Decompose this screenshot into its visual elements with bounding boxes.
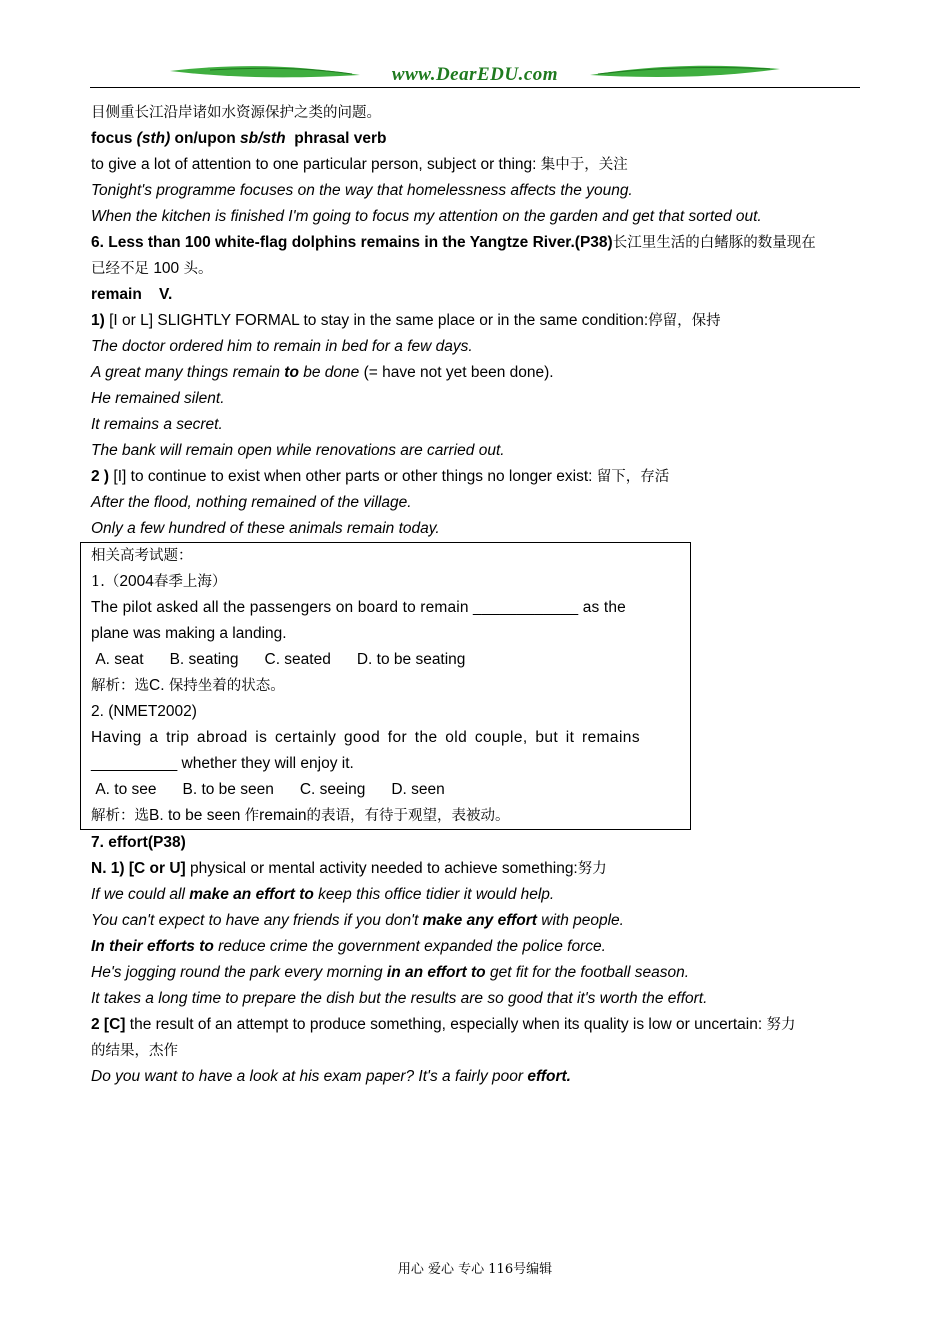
remain-example: After the flood, nothing remained of the village.: [91, 494, 412, 511]
focus-example: When the kitchen is finished I'm going to focus my attention on the garden and get that sorted out.: [91, 208, 762, 225]
remain-sense-2: 2 ) [I] to continue to exist when other parts or other things no longer exist: 留下，存活: [91, 468, 670, 485]
question-1-answer: 解析：选C. 保持坐着的状态。: [91, 677, 285, 694]
exam-questions-box: [80, 542, 691, 830]
option: A. seat: [95, 651, 144, 668]
focus-example: Tonight's programme focuses on the way that homelessness affects the young.: [91, 182, 633, 199]
focus-definition: to give a lot of attention to one particular person, subject or thing: 集中于，关注: [91, 156, 628, 173]
option: B. seating: [169, 651, 239, 668]
question-2-label: 2. (NMET2002): [91, 703, 197, 720]
remain-example: He remained silent.: [91, 390, 225, 407]
continuation-text: 目侧重长江沿岸诸如水资源保护之类的问题。: [91, 105, 381, 121]
option: B. to be seen: [182, 781, 274, 798]
remain-headword: remain V.: [91, 286, 173, 303]
effort-example: Do you want to have a look at his exam paper? It's a fairly poor effort.: [91, 1068, 571, 1085]
item-6-heading: 6. Less than 100 white-flag dolphins remains in the Yangtze River.(P38)长江里生活的白鳍豚的数量现在: [91, 234, 816, 251]
effort-example: You can't expect to have any friends if you don't make any effort with people.: [91, 912, 624, 929]
effort-sense-1: N. 1) [C or U] physical or mental activity needed to achieve something:努力: [91, 860, 607, 877]
question-1-label: 1.（2004春季上海）: [91, 573, 227, 590]
effort-example: He's jogging round the park every morning in an effort to get fit for the football season.: [91, 964, 690, 981]
question-1-text: The pilot asked all the passengers on board to remain ____________ as the: [91, 599, 626, 616]
option: A. to see: [95, 781, 157, 798]
question-1-text-cont: plane was making a landing.: [91, 625, 287, 642]
remain-example: It remains a secret.: [91, 416, 223, 433]
item-6-heading-cont: 已经不足 100 头。: [91, 260, 213, 277]
question-2-text-cont: __________ whether they will enjoy it.: [91, 755, 354, 772]
effort-example: It takes a long time to prepare the dish but the results are so good that it's worth the effort.: [91, 990, 708, 1007]
effort-sense-2: 2 [C] the result of an attempt to produce something, especially when its quality is low or uncertain: 努力: [91, 1016, 796, 1033]
page-footer: 用心 爱心 专心 116号编辑: [397, 1262, 553, 1277]
option: C. seeing: [299, 781, 366, 798]
remain-sense-1: 1) [I or L] SLIGHTLY FORMAL to stay in the same place or in the same condition:停留，保持: [91, 312, 721, 329]
option: D. seen: [391, 781, 445, 798]
box-title: 相关高考试题：: [91, 548, 193, 564]
effort-example: If we could all make an effort to keep this office tidier it would help.: [91, 886, 555, 903]
question-2-options: [91, 777, 680, 803]
option: C. seated: [264, 651, 331, 668]
focus-headword: focus (sth) on/upon sb/sth phrasal verb: [91, 130, 387, 147]
site-logo-text[interactable]: www.DearEDU.com: [391, 64, 559, 85]
remain-example: Only a few hundred of these animals remain today.: [91, 520, 440, 537]
question-1-options: [91, 647, 680, 673]
effort-sense-2-cont: 的结果，杰作: [91, 1043, 178, 1059]
question-2-text: Having a trip abroad is certainly good for the old couple, but it remains: [91, 729, 640, 746]
remain-example: A great many things remain to be done (= have not yet been done).: [91, 364, 554, 381]
remain-example: The bank will remain open while renovations are carried out.: [91, 442, 505, 459]
effort-example: In their efforts to reduce crime the government expanded the police force.: [91, 938, 606, 955]
header-divider: [90, 87, 860, 88]
page-header: [90, 62, 860, 90]
option: D. to be seating: [356, 651, 466, 668]
document-body: [91, 100, 861, 1090]
remain-example: The doctor ordered him to remain in bed for a few days.: [91, 338, 473, 355]
item-7-heading: 7. effort(P38): [91, 834, 186, 851]
question-2-answer: 解析：选B. to be seen 作remain的表语，有待于观望，表被动。: [91, 807, 510, 824]
